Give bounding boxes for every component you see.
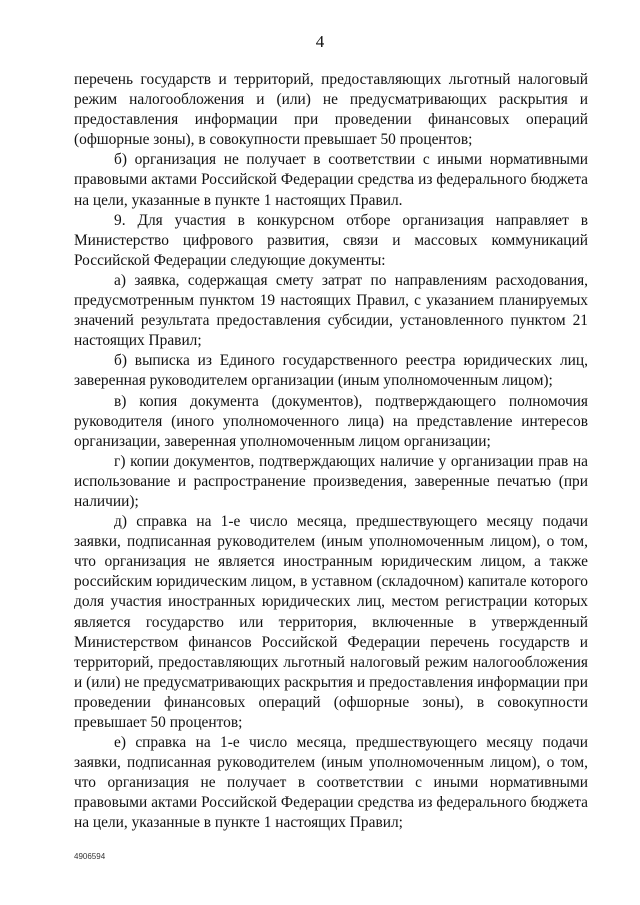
paragraph-item-e: е) справка на 1-е число месяца, предшествующего месяцу подачи заявки, подписанная руководителем (иным уполномоченным лицом), о том, что организация не получает в соответствии с иными нормативными правовыми актами Российской Федерации средства из федерального бюджета на цели, указанные в пункте 1 настоящих Правил; (74, 734, 588, 832)
document-body (74, 70, 588, 834)
page-number: 4 (315, 32, 325, 51)
paragraph-item-d: д) справка на 1-е число месяца, предшествующего месяцу подачи заявки, подписанная руководителем (иным уполномоченным лицом), о том, что организация не является иностранным юридическим лицом, а также российским юридическим лицом, в уставном (складочном) капитале которого доля участия иностранных юридических лиц, местом регистрации которых является государство или территория, включенные в утвержденный Министерством финансов Российской Федерации перечень государств и территорий, предоставляющих льготный налоговый режим налогообложения и (или) не предусматривающих раскрытия и предоставления информации при проведении финансовых операций (офшорные зоны), в совокупности превышает 50 процентов; (74, 513, 588, 731)
paragraph-item-b: б) организация не получает в соответствии с иными нормативными правовыми актами Российской Федерации средства из федерального бюджета на цели, указанные в пункте 1 настоящих Правил. (74, 151, 588, 209)
paragraph-item-a: а) заявка, содержащая смету затрат по направлениям расходования, предусмотренным пунктом 19 настоящих Правил, с указанием планируемых значений результата предоставления субсидии, установленного пунктом 21 настоящих Правил; (74, 271, 588, 350)
paragraph-section-9: 9. Для участия в конкурсном отборе организация направляет в Министерство цифрового развития, связи и массовых коммуникаций Российской Федерации следующие документы: (74, 211, 588, 269)
paragraph-item-g: г) копии документов, подтверждающих наличие у организации прав на использование и распространение произведения, заверенные печатью (при наличии); (74, 452, 588, 510)
paragraph-continuation: перечень государств и территорий, предоставляющих льготный налоговый режим налогообложения и (или) не предусматривающих раскрытия и предоставления информации при проведении финансовых операций (офшорные зоны), в совокупности превышает 50 процентов; (74, 71, 588, 149)
paragraph-item-b2: б) выписка из Единого государственного реестра юридических лиц, заверенная руководителем организации (иным уполномоченным лицом); (74, 352, 588, 390)
document-code: 4906594 (74, 852, 106, 861)
paragraph-item-v: в) копия документа (документов), подтверждающего полномочия руководителя (иного уполномоченного лица) на представление интересов организации, заверенная уполномоченным лицом организации; (74, 392, 588, 450)
